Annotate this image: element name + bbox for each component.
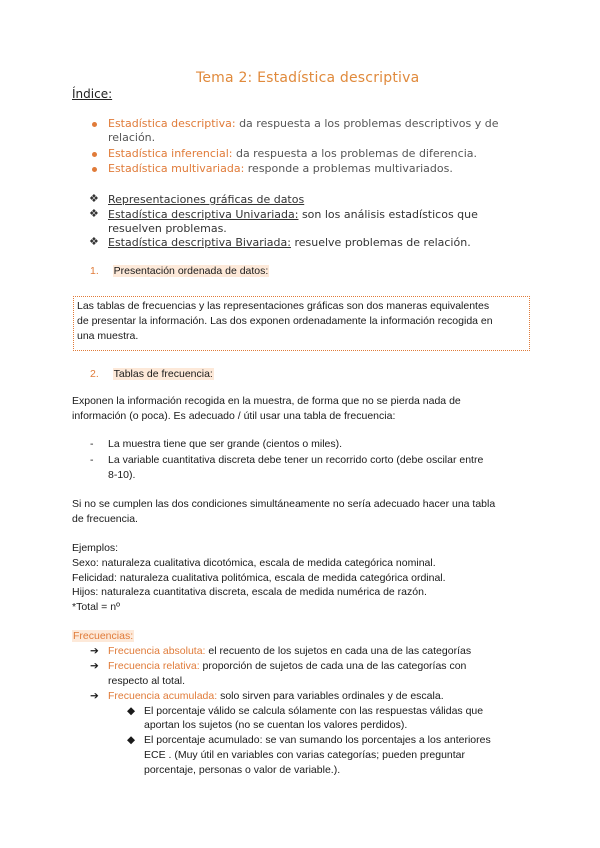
tipo-item	[108, 162, 453, 176]
ejemplos-label: Ejemplos:	[72, 542, 119, 554]
tema-item	[108, 208, 478, 222]
section-2-heading	[90, 367, 214, 382]
tema-term: Representaciones gráficas de datos	[108, 193, 305, 206]
diamond-star-icon: ❖	[89, 208, 99, 220]
note-line: Si no se cumplen las dos condiciones simultáneamente no sería adecuado hacer una tabla	[72, 498, 496, 510]
section-1-heading	[90, 264, 269, 279]
frecuencia-term: Frecuencia acumulada:	[108, 690, 218, 702]
note-line: de frecuencia.	[72, 513, 138, 525]
frecuencia-desc: el recuento de los sujetos en cada una de las categorías	[205, 645, 472, 657]
section-number: 2.	[90, 368, 99, 380]
dash-marker: -	[90, 454, 94, 466]
frecuencia-term: Frecuencia absoluta:	[108, 645, 206, 657]
frecuencia-item	[108, 644, 471, 659]
document-title: Tema 2: Estadística descriptiva	[196, 70, 420, 86]
subitem-line: aportan los sujetos (no se cuentan los valores perdidos).	[144, 719, 408, 731]
subitem-line: El porcentaje válido se calcula sólamente con las respuestas válidas que	[144, 705, 484, 717]
diamond-icon: ◆	[127, 705, 136, 717]
intro-line: Exponen la información recogida en la muestra, de forma que no se pierda nada de	[72, 395, 461, 407]
frecuencia-desc: solo sirven para variables ordinales y de escala.	[217, 690, 444, 702]
tipo-term: Estadística multivariada:	[108, 162, 245, 175]
tipo-desc: da respuesta a los problemas de diferencia.	[232, 147, 477, 160]
tipo-item	[108, 117, 499, 131]
tipo-desc-continued: relación.	[108, 131, 156, 144]
bullet-dot-icon	[92, 167, 97, 172]
subitem-line: porcentaje, personas o valor de variable.).	[144, 764, 341, 776]
tipo-item	[108, 147, 477, 161]
subitem-line: El porcentaje acumulado: se van sumando los porcentajes a los anteriores	[144, 734, 491, 746]
tema-term: Estadística descriptiva Univariada:	[108, 208, 299, 221]
bullet-dot-icon	[92, 122, 97, 127]
tema-desc-continued: resuelven problemas.	[108, 222, 227, 235]
section-title: Presentación ordenada de datos:	[113, 265, 269, 277]
box-line: Las tablas de frecuencias y las representaciones gráficas son dos maneras equivalentes	[77, 300, 490, 312]
frecuencias-label-text: Frecuencias:	[73, 630, 134, 642]
box-line: una muestra.	[77, 330, 139, 342]
ejemplo-line: *Total = nº	[72, 601, 120, 613]
frecuencia-item	[108, 689, 444, 704]
tipo-term: Estadística descriptiva:	[108, 117, 236, 130]
tipo-desc: responde a problemas multivariados.	[244, 162, 453, 175]
tema-item	[108, 236, 471, 250]
frecuencia-desc-continued: respecto al total.	[108, 675, 186, 687]
diamond-star-icon: ❖	[89, 193, 99, 205]
dash-marker: -	[90, 438, 94, 450]
frecuencia-term: Frecuencia relativa:	[108, 660, 200, 672]
tema-desc: son los análisis estadísticos que	[298, 208, 478, 221]
frecuencia-desc: proporción de sujetos de cada una de las categorías con	[199, 660, 467, 672]
arrow-icon: ➔	[90, 645, 99, 657]
diamond-star-icon: ❖	[89, 236, 99, 248]
subitem-line: ECE . (Muy útil en variables con varias categorías; pueden preguntar	[144, 749, 466, 761]
section-title: Tablas de frecuencia:	[113, 368, 213, 380]
box-line: de presentar la información. Las dos exponen ordenadamente la información recogida en	[77, 315, 493, 327]
ejemplo-line: Sexo: naturaleza cualitativa dicotómica, escala de medida categórica nominal.	[72, 557, 436, 569]
tema-desc: resuelve problemas de relación.	[290, 236, 471, 249]
ejemplo-line: Hijos: naturaleza cuantitativa discreta, escala de medida numérica de razón.	[72, 586, 427, 598]
section-number: 1.	[90, 265, 99, 277]
frecuencia-item	[108, 659, 466, 674]
diamond-icon: ◆	[127, 734, 136, 746]
indice-heading: Índice:	[72, 87, 113, 101]
ejemplo-line: Felicidad: naturaleza cualitativa politómica, escala de medida categórica ordinal.	[72, 572, 446, 584]
tema-term: Estadística descriptiva Bivariada:	[108, 236, 291, 249]
tipo-term: Estadística inferencial:	[108, 147, 233, 160]
condition-line: La muestra tiene que ser grande (cientos o miles).	[108, 438, 343, 450]
arrow-icon: ➔	[90, 660, 99, 672]
intro-line: información (o poca). Es adecuado / útil usar una tabla de frecuencia:	[72, 410, 396, 422]
frecuencias-label	[72, 629, 134, 644]
bullet-dot-icon	[92, 152, 97, 157]
arrow-icon: ➔	[90, 690, 99, 702]
tema-item	[108, 193, 304, 207]
tipo-desc: da respuesta a los problemas descriptivos y de	[235, 117, 499, 130]
condition-line: La variable cuantitativa discreta debe tener un recorrido corto (debe oscilar entre	[108, 454, 484, 466]
condition-line-continued: 8-10).	[108, 469, 136, 481]
